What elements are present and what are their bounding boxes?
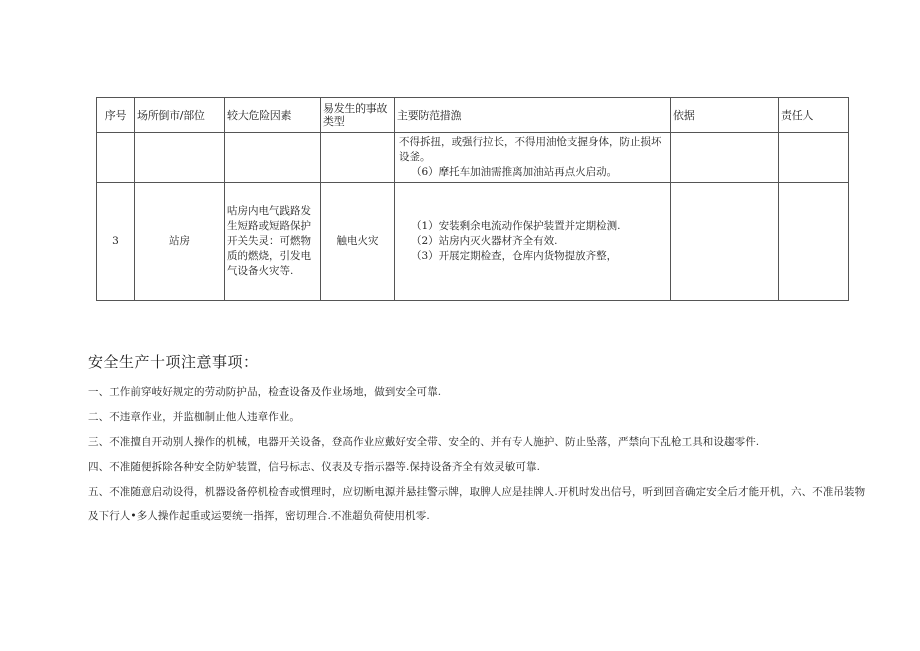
note-item: 三、不准擅自开动别人操作的机械，电器开关设备，登高作业应戴好安全带、安全的、并有专人施护、防止坠落，严禁向下乱枪工具和设趨零件. <box>88 436 760 448</box>
note-item: 五、不准随意启动设得，机器设备停机检杳或慣理时，应切断电源并悬挂警示牌，取脾人应是挂牌人.开机时发出信号，听到回音确定安全后才能开机，六、不准吊装物及下行人•多人操作起重或运要统一指挥，密切理合.不准超负荷使用机零. <box>88 486 866 522</box>
table-row <box>97 183 849 301</box>
cell-responsible <box>779 183 849 301</box>
cell-accident-type: 触电火灾 <box>321 183 395 301</box>
table-header-row <box>97 98 849 133</box>
header-measures: 主要防范措漁 <box>395 98 671 133</box>
header-accident-type: 易发生的事故类型 <box>321 98 395 133</box>
cell-hazard <box>225 133 321 183</box>
cell-number: 3 <box>97 183 135 301</box>
note-item: 一、工作前穿岐好规定的劳动防护品，检查设备及作业场地，做到安全可靠. <box>88 386 442 398</box>
header-location: 场所倒市/部位 <box>135 98 225 133</box>
header-basis: 依据 <box>671 98 779 133</box>
note-item: 四、不准随便拆除各种安全防妒装置，信号标志、仪表及专指示器等.保持设备齐全有效灵敏可靠. <box>88 461 541 473</box>
measure-item: 不得拆扭，或强行拉长，不得用油怆支握身体，防止损坏设釜。 <box>399 136 662 163</box>
header-number: 序号 <box>97 98 135 133</box>
safety-notes <box>88 352 868 537</box>
table-row <box>97 133 849 183</box>
cell-basis <box>671 133 779 183</box>
cell-number <box>97 133 135 183</box>
cell-accident-type <box>321 133 395 183</box>
notes-title: 安全生产十项注意事项： <box>88 353 259 371</box>
cell-measures <box>395 133 671 183</box>
risk-table <box>96 97 849 301</box>
measure-item: （1）安装剩余电流动作保护装置并定期检测. <box>411 220 621 232</box>
cell-location <box>135 133 225 183</box>
header-responsible: 责任人 <box>779 98 849 133</box>
cell-location: 站房 <box>135 183 225 301</box>
cell-hazard: 咕房内电气践路发生短路或短路保护开关失灵：可燃物质的燃烧，引发电气设备火灾等. <box>225 183 321 301</box>
cell-responsible <box>779 133 849 183</box>
cell-basis <box>671 183 779 301</box>
measure-item: （6）摩托车加油需推离加油站再点火启动。 <box>411 166 618 178</box>
measure-item: （2）站房内灭火器材齐全有效. <box>411 235 558 247</box>
measure-item: （3）开展定期检查，仓库内货物提放齐整， <box>411 250 618 262</box>
header-hazard: 较大危险因素 <box>225 98 321 133</box>
cell-measures <box>395 183 671 301</box>
note-item: 二、不违章作业，并监枷制止他人违章作业。 <box>88 411 300 423</box>
